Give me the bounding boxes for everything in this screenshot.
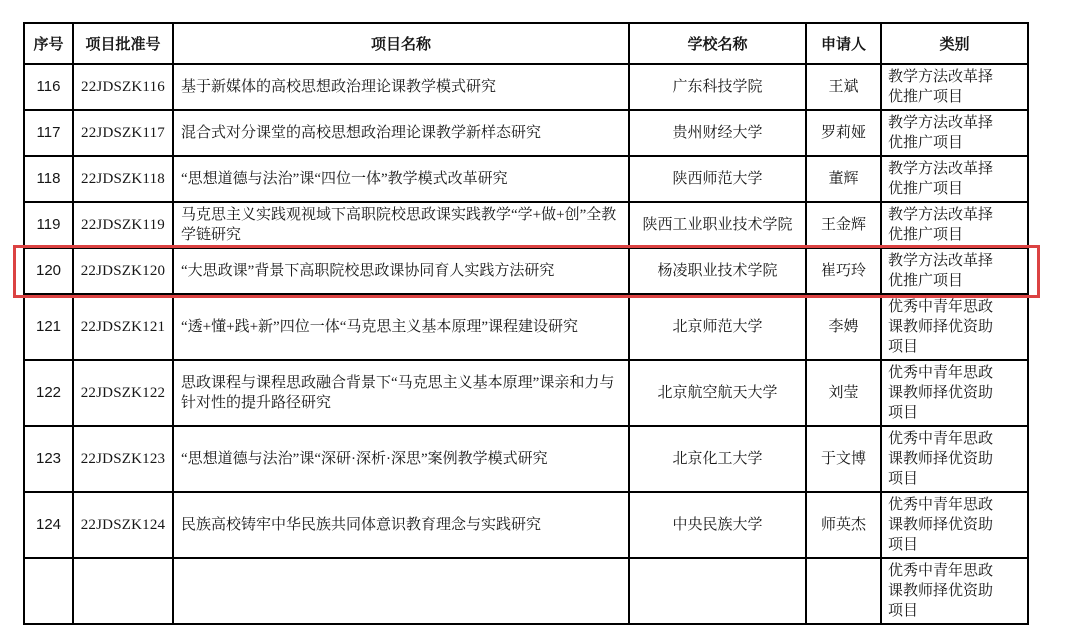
cell-school: 杨凌职业技术学院 — [629, 248, 806, 294]
cell-category: 教学方法改革择优推广项目 — [881, 110, 1028, 156]
cell-name: 民族高校铸牢中华民族共同体意识教育理念与实践研究 — [173, 492, 629, 558]
table-row — [24, 248, 1028, 294]
cell-school: 北京师范大学 — [629, 294, 806, 360]
cell-name: “思想道德与法治”课“四位一体”教学模式改革研究 — [173, 156, 629, 202]
cell-index: 121 — [24, 294, 73, 360]
cell-approval: 22JDSZK119 — [73, 202, 173, 248]
cell-school: 北京化工大学 — [629, 426, 806, 492]
cell-category: 优秀中青年思政课教师择优资助项目 — [881, 294, 1028, 360]
cell-applicant: 李娉 — [806, 294, 881, 360]
cell-index: 120 — [24, 248, 73, 294]
cell-approval: 22JDSZK124 — [73, 492, 173, 558]
cell-applicant: 于文博 — [806, 426, 881, 492]
cell-index — [24, 558, 73, 624]
header-row — [24, 23, 1028, 64]
cell-name: 基于新媒体的高校思想政治理论课教学模式研究 — [173, 64, 629, 110]
table-body — [24, 64, 1028, 624]
cell-approval: 22JDSZK122 — [73, 360, 173, 426]
cell-index: 116 — [24, 64, 73, 110]
cell-name: 混合式对分课堂的高校思想政治理论课教学新样态研究 — [173, 110, 629, 156]
cell-approval: 22JDSZK117 — [73, 110, 173, 156]
table-row — [24, 360, 1028, 426]
cell-approval: 22JDSZK116 — [73, 64, 173, 110]
table-row — [24, 202, 1028, 248]
cell-name: 思政课程与课程思政融合背景下“马克思主义基本原理”课亲和力与针对性的提升路径研究 — [173, 360, 629, 426]
cell-applicant — [806, 558, 881, 624]
cell-applicant: 崔巧玲 — [806, 248, 881, 294]
cell-index: 118 — [24, 156, 73, 202]
cell-approval: 22JDSZK120 — [73, 248, 173, 294]
cell-name — [173, 558, 629, 624]
cell-index: 117 — [24, 110, 73, 156]
column-header-category: 类别 — [881, 23, 1028, 64]
cell-applicant: 王斌 — [806, 64, 881, 110]
cell-index: 124 — [24, 492, 73, 558]
cell-category: 教学方法改革择优推广项目 — [881, 248, 1028, 294]
cell-approval: 22JDSZK123 — [73, 426, 173, 492]
column-header-index: 序号 — [24, 23, 73, 64]
cell-applicant: 王金辉 — [806, 202, 881, 248]
column-header-approval: 项目批准号 — [73, 23, 173, 64]
cell-index: 123 — [24, 426, 73, 492]
column-header-name: 项目名称 — [173, 23, 629, 64]
cell-category: 优秀中青年思政课教师择优资助项目 — [881, 360, 1028, 426]
column-header-school: 学校名称 — [629, 23, 806, 64]
cell-school: 中央民族大学 — [629, 492, 806, 558]
table-row — [24, 110, 1028, 156]
cell-applicant: 师英杰 — [806, 492, 881, 558]
cell-name: “透+懂+践+新”四位一体“马克思主义基本原理”课程建设研究 — [173, 294, 629, 360]
cell-name: 马克思主义实践观视域下高职院校思政课实践教学“学+做+创”全教学链研究 — [173, 202, 629, 248]
cell-school: 北京航空航天大学 — [629, 360, 806, 426]
cell-school — [629, 558, 806, 624]
cell-school: 贵州财经大学 — [629, 110, 806, 156]
cell-index: 119 — [24, 202, 73, 248]
cell-category: 优秀中青年思政课教师择优资助项目 — [881, 558, 1028, 624]
table-row — [24, 64, 1028, 110]
cell-category: 优秀中青年思政课教师择优资助项目 — [881, 492, 1028, 558]
table-row — [24, 156, 1028, 202]
table-row — [24, 294, 1028, 360]
cell-school: 陕西工业职业技术学院 — [629, 202, 806, 248]
cell-applicant: 刘莹 — [806, 360, 881, 426]
cell-approval: 22JDSZK121 — [73, 294, 173, 360]
cell-school: 广东科技学院 — [629, 64, 806, 110]
cell-category: 教学方法改革择优推广项目 — [881, 64, 1028, 110]
cell-school: 陕西师范大学 — [629, 156, 806, 202]
cell-index: 122 — [24, 360, 73, 426]
projects-table — [23, 22, 1029, 625]
cell-category: 教学方法改革择优推广项目 — [881, 156, 1028, 202]
column-header-applicant: 申请人 — [806, 23, 881, 64]
cell-approval: 22JDSZK118 — [73, 156, 173, 202]
cell-category: 优秀中青年思政课教师择优资助项目 — [881, 426, 1028, 492]
cell-applicant: 罗莉娅 — [806, 110, 881, 156]
table-row — [24, 426, 1028, 492]
table-row-partial — [24, 558, 1028, 624]
table-row — [24, 492, 1028, 558]
cell-category: 教学方法改革择优推广项目 — [881, 202, 1028, 248]
projects-table-container — [23, 22, 1029, 625]
cell-approval — [73, 558, 173, 624]
cell-name: “大思政课”背景下高职院校思政课协同育人实践方法研究 — [173, 248, 629, 294]
cell-applicant: 董辉 — [806, 156, 881, 202]
cell-name: “思想道德与法治”课“深研·深析·深思”案例教学模式研究 — [173, 426, 629, 492]
